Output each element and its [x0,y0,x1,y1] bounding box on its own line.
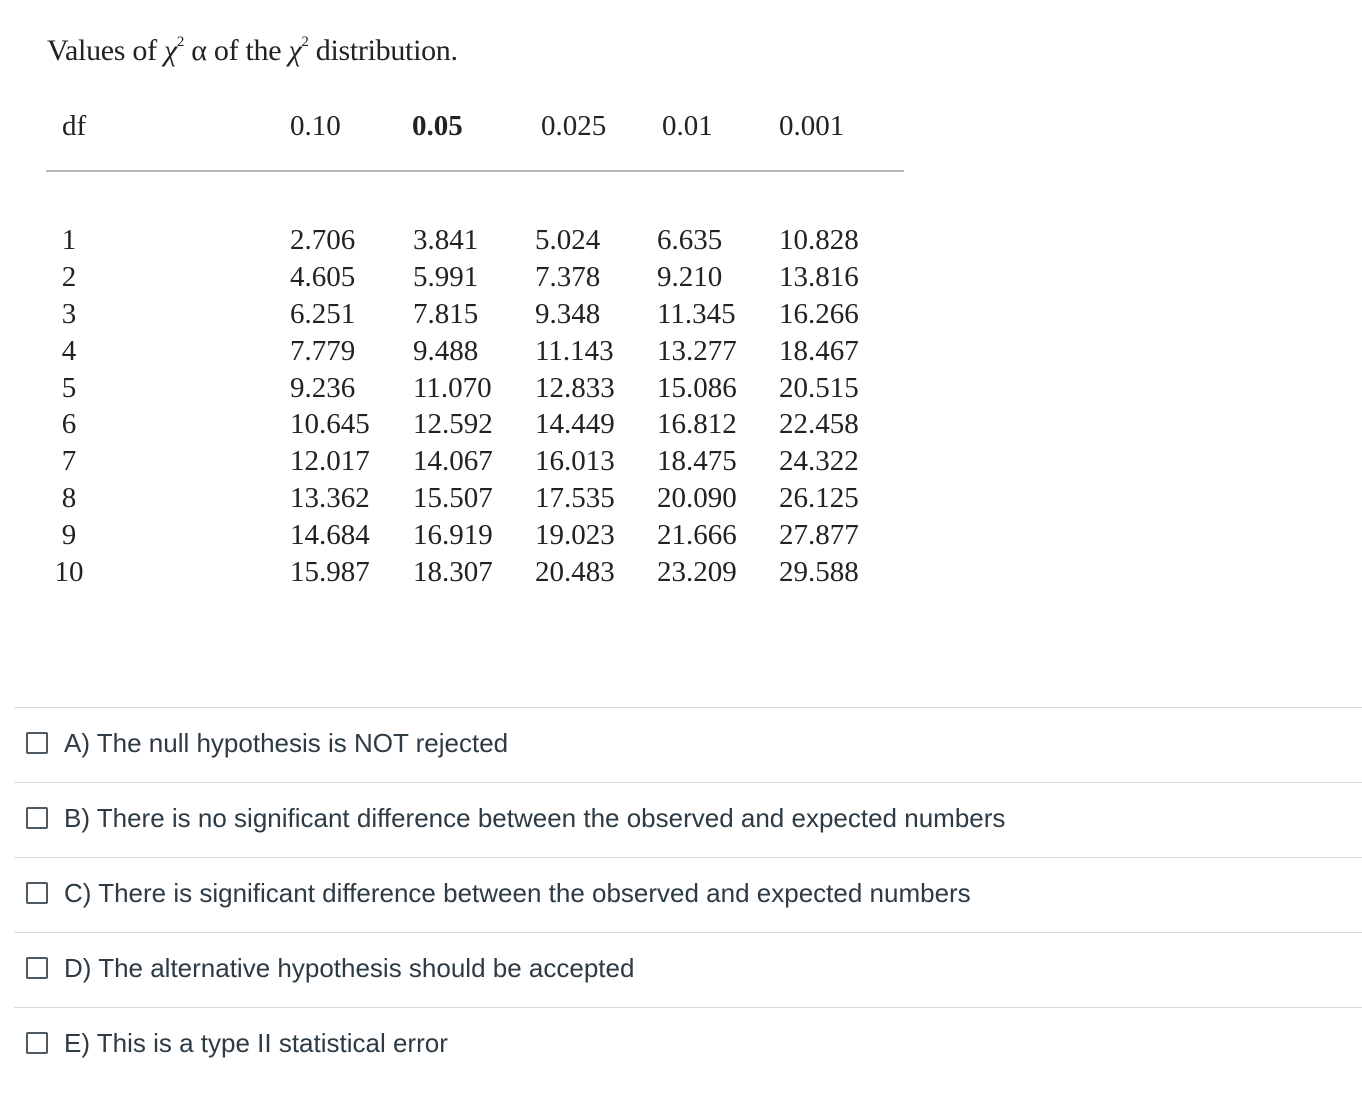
table-caption [47,34,458,68]
option-e[interactable] [14,1007,1362,1082]
value-cell: 12.833 [535,371,615,404]
value-cell: 19.023 [535,519,615,552]
header-alpha-0001: 0.001 [779,110,845,142]
value-cell: 14.067 [413,445,493,478]
value-cell: 11.345 [657,297,736,330]
value-cell: 2.706 [290,224,356,256]
option-label[interactable]: C) There is significant difference between the observed and expected numbers [64,878,971,908]
value-cell: 26.125 [779,482,859,515]
caption-mid: α of the [184,34,289,67]
df-cell: 1 [61,224,77,256]
option-a[interactable] [14,707,1362,782]
caption-pre: Values of [47,34,164,67]
option-b[interactable] [14,782,1362,857]
value-cell: 17.535 [535,482,615,515]
checkbox[interactable] [26,957,48,979]
column-alpha-010 [290,222,370,591]
value-cell: 20.483 [535,556,615,589]
header-divider [46,170,904,172]
answer-options [14,707,1362,1082]
checkbox[interactable] [26,1032,48,1054]
value-cell: 6.251 [290,297,356,330]
option-c[interactable] [14,857,1362,932]
df-cell: 10 [54,556,84,589]
value-cell: 18.467 [779,334,859,367]
value-cell: 20.090 [657,482,737,515]
chi-symbol: χ [288,34,302,67]
value-cell: 13.816 [779,260,859,293]
caption-superscript: 2 [176,34,185,50]
checkbox[interactable] [26,732,48,754]
value-cell: 9.210 [657,260,723,293]
df-cell: 7 [61,445,77,478]
value-cell: 22.458 [779,408,859,441]
option-label[interactable]: A) The null hypothesis is NOT rejected [64,728,509,758]
value-cell: 6.635 [657,224,723,256]
column-alpha-001 [657,222,737,591]
value-cell: 7.779 [290,334,356,367]
value-cell: 11.143 [535,334,614,367]
value-cell: 9.348 [535,297,601,330]
value-cell: 16.812 [657,408,737,441]
df-cell: 2 [61,260,77,293]
option-d[interactable] [14,932,1362,1007]
value-cell: 5.024 [535,224,601,256]
header-df: df [62,110,87,142]
value-cell: 12.592 [413,408,493,441]
df-cell: 6 [61,408,77,441]
option-label[interactable]: E) This is a type II statistical error [64,1028,448,1058]
checkbox[interactable] [26,807,48,829]
value-cell: 14.684 [290,519,370,552]
value-cell: 14.449 [535,408,615,441]
value-cell: 15.987 [290,556,370,589]
value-cell: 9.236 [290,371,356,404]
value-cell: 16.919 [413,519,493,552]
header-alpha-010: 0.10 [290,110,341,142]
header-alpha-005: 0.05 [412,110,463,142]
column-alpha-0001 [779,222,859,591]
header-alpha-0025: 0.025 [541,110,607,142]
value-cell: 3.841 [413,224,479,256]
value-cell: 11.070 [413,371,492,404]
value-cell: 15.507 [413,482,493,515]
value-cell: 29.588 [779,556,859,589]
column-alpha-005 [413,222,493,591]
value-cell: 10.828 [779,224,859,256]
df-column [50,222,88,591]
value-cell: 7.378 [535,260,601,293]
value-cell: 13.362 [290,482,370,515]
value-cell: 20.515 [779,371,859,404]
checkbox[interactable] [26,882,48,904]
value-cell: 7.815 [413,297,479,330]
caption-post: distribution. [308,34,458,67]
value-cell: 4.605 [290,260,356,293]
value-cell: 16.266 [779,297,859,330]
value-cell: 5.991 [413,260,479,293]
df-cell: 8 [61,482,77,515]
value-cell: 9.488 [413,334,479,367]
value-cell: 16.013 [535,445,615,478]
value-cell: 15.086 [657,371,737,404]
value-cell: 23.209 [657,556,737,589]
df-cell: 4 [61,334,77,367]
df-cell: 9 [61,519,77,552]
value-cell: 18.307 [413,556,493,589]
option-label[interactable]: B) There is no significant difference between the observed and expected numbers [64,803,1006,833]
df-cell: 3 [61,297,77,330]
value-cell: 21.666 [657,519,737,552]
value-cell: 18.475 [657,445,737,478]
chi-symbol: χ [163,34,177,67]
caption-superscript: 2 [301,34,309,50]
value-cell: 13.277 [657,334,737,367]
option-label[interactable]: D) The alternative hypothesis should be accepted [64,953,635,983]
value-cell: 24.322 [779,445,859,478]
value-cell: 12.017 [290,445,370,478]
header-alpha-001: 0.01 [662,110,713,142]
value-cell: 10.645 [290,408,370,441]
value-cell: 27.877 [779,519,859,552]
column-alpha-0025 [535,222,615,591]
df-cell: 5 [61,371,77,404]
